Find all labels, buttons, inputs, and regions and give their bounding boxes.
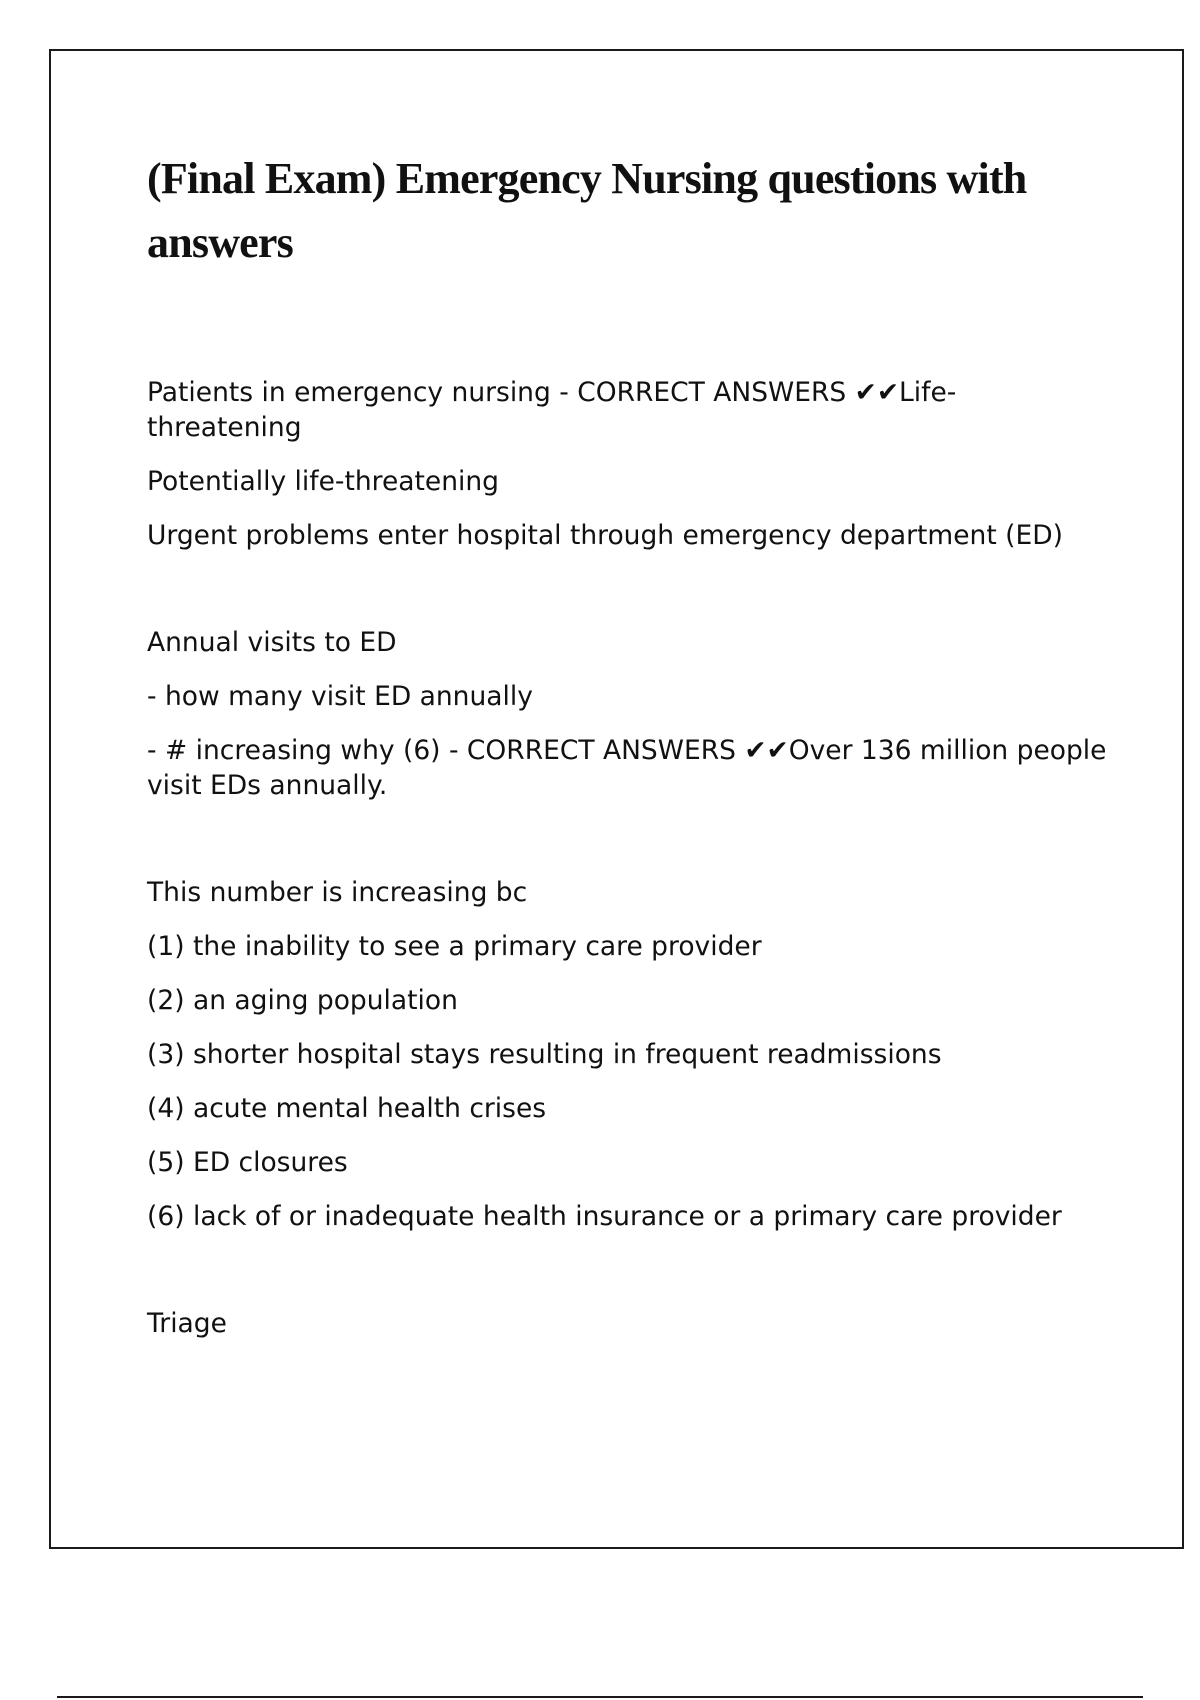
paragraph-potentially-life-threatening: Potentially life-threatening [147,466,499,497]
list-item-reason-2: (2) an aging population [147,985,458,1016]
paragraph-number-increasing: This number is increasing bc [147,877,528,908]
footer-divider [57,1696,1143,1698]
document-body [147,375,1107,1341]
paragraph-annual-visits: Annual visits to ED [147,627,397,658]
list-item-reason-1: (1) the inability to see a primary care provider [147,931,762,962]
paragraph-urgent-problems: Urgent problems enter hospital through emergency department (ED) [147,520,1063,551]
list-item-reason-4: (4) acute mental health crises [147,1093,547,1124]
list-item-reason-5: (5) ED closures [147,1147,348,1178]
list-item-reason-6: (6) lack of or inadequate health insurance or a primary care provider [147,1201,1062,1232]
document-title: (Final Exam) Emergency Nursing questions with answers [147,154,1027,267]
page-content [147,147,1107,1341]
list-item-reason-3: (3) shorter hospital stays resulting in frequent readmissions [147,1039,942,1070]
paragraph-patients-in-emergency-nursing: Patients in emergency nursing - CORRECT ANSWERS ✔✔Life-threatening [147,377,957,443]
paragraph-increasing-why: - # increasing why (6) - CORRECT ANSWERS ✔✔Over 136 million people visit EDs annually. [147,735,1107,801]
page-frame [49,49,1184,1549]
paragraph-how-many-visit: - how many visit ED annually [147,681,533,712]
paragraph-triage: Triage [147,1308,227,1339]
